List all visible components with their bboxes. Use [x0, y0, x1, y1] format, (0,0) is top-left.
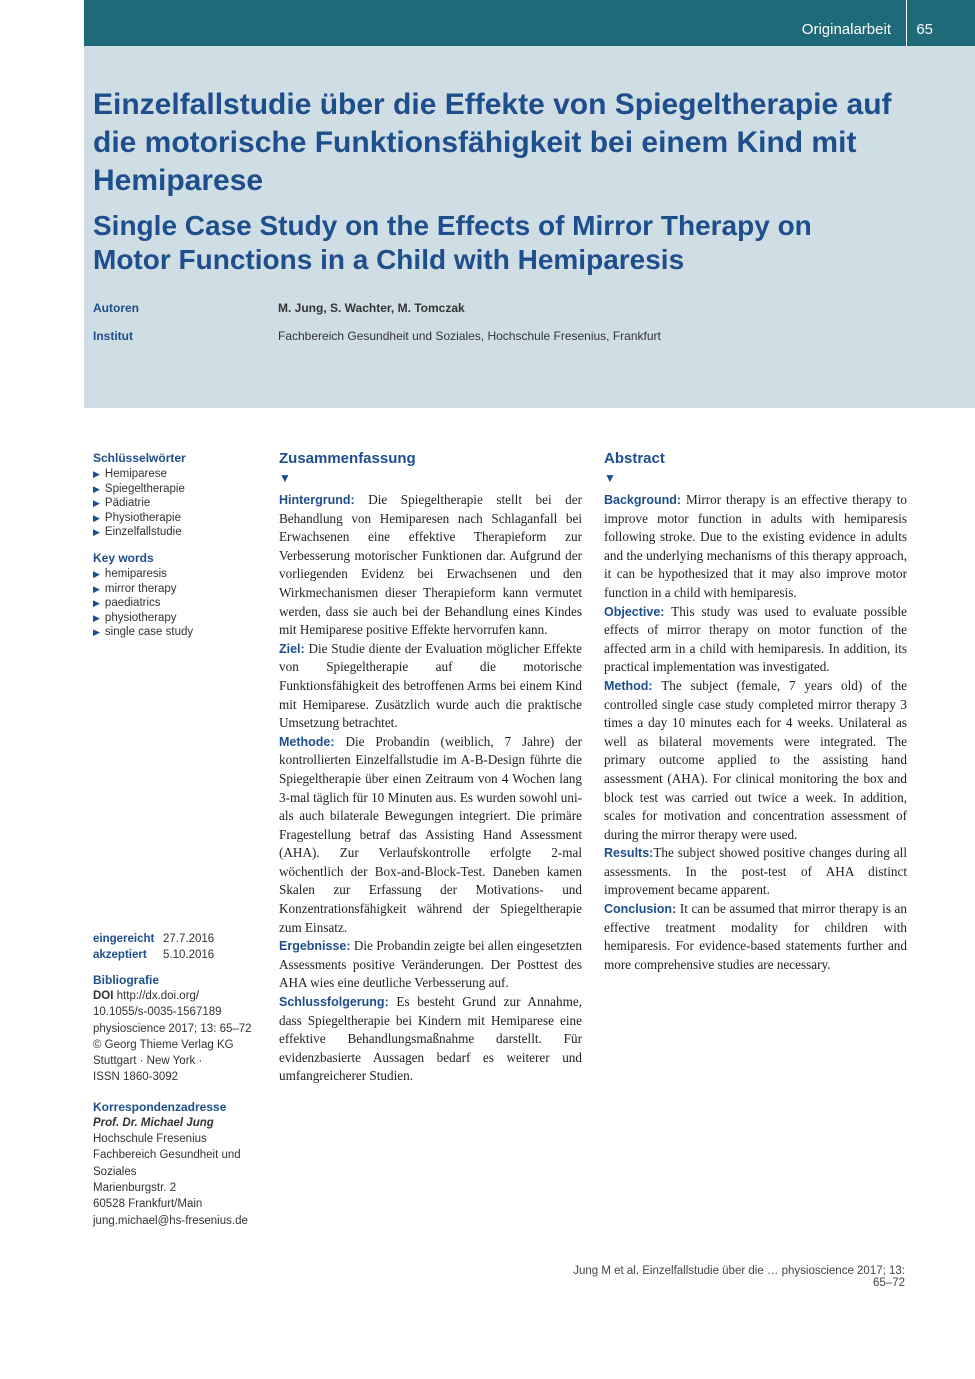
biblio-line: ISSN 1860-3092: [93, 1071, 179, 1084]
keyword-item: ▶ Spiegeltherapie: [93, 482, 185, 495]
bullet-triangle-icon: ▶: [93, 469, 100, 479]
footer-citation: Jung M et al. Einzelfallstudie über die … physioscience 2017; 13: 65–72: [573, 1265, 905, 1289]
authors: M. Jung, S. Wachter, M. Tomczak: [278, 301, 465, 315]
abstract-paragraph: Background: Mirror therapy is an effective therapy to improve motor function in adults with hemiparesis following stroke. Due to the existing evidence in adults and the underlying mechanisms of this therapy approach, it can be hypothesized that it may also improve motor function in a child with hemiparesis.: [604, 492, 908, 600]
zusammenfassung-column: [279, 449, 582, 1086]
page-number: 65: [916, 21, 933, 38]
keyword-item: ▶ hemiparesis: [93, 567, 167, 580]
institute-label: Institut: [93, 329, 133, 343]
triangle-down-icon: ▼: [604, 471, 616, 485]
correspondence-line: Hochschule Fresenius: [93, 1133, 207, 1146]
bullet-triangle-icon: ▶: [93, 483, 100, 494]
institute: Fachbereich Gesundheit und Soziales, Hochschule Fresenius, Frankfurt: [278, 329, 661, 343]
keywords-en-heading: Key words: [93, 550, 154, 565]
correspondence-line: Marienburgstr. 2: [93, 1181, 177, 1194]
correspondence-line: Soziales: [93, 1165, 137, 1178]
correspondence-name: Prof. Dr. Michael Jung: [93, 1116, 214, 1129]
biblio-line: physioscience 2017; 13: 65–72: [93, 1022, 252, 1035]
biblio-line: © Georg Thieme Verlag KG: [93, 1038, 234, 1051]
keyword-item: ▶ Physiotherapie: [93, 511, 181, 524]
bullet-triangle-icon: ▶: [93, 512, 100, 523]
correspondence-line: 60528 Frankfurt/Main: [93, 1198, 203, 1211]
submitted-label: eingereicht: [93, 933, 155, 945]
keywords-panel: [93, 451, 263, 640]
title-german: Einzelfallstudie über die Effekte von Spiegeltherapie auf die motorische Funktionsfähigkeit bei einem Kind mit Hemiparese: [93, 88, 892, 197]
bullet-triangle-icon: ▶: [93, 498, 100, 509]
abstract-paragraph: Ziel: Die Studie diente der Evaluation möglicher Effekte von Spiegeltherapie auf die motorische Funktionsfähigkeit des betroffenen Arms bei einem Kind mit Hemiparese. Zusätzlich wurde auch die praktische Umsetzung betrachtet.: [279, 640, 582, 731]
bullet-triangle-icon: ▶: [93, 627, 100, 638]
abstract-paragraph: Hintergrund: Die Spiegeltherapie stellt bei der Behandlung von Hemiparesen nach Schlaganfall bei Erwachsenen eine effektive Therapieform zur Verbesserung motorischer Funktionen dar. Aufgrund der vorliegenden Evidenz bei Erwachsenen und den Wirkmechanismen dieser Therapieform kann vermutet werden, dass sie auch bei der Behandlung eines Kindes mit Hemiparese positive Effekte hervorrufen kann.: [279, 492, 582, 638]
keywords-en-list: [93, 567, 263, 640]
keyword-item: ▶ Pädiatrie: [93, 497, 151, 510]
abstract-column: [604, 449, 907, 974]
keyword-item: ▶ mirror therapy: [93, 582, 177, 595]
section-label: Originalarbeit: [801, 21, 891, 38]
bullet-triangle-icon: ▶: [93, 583, 100, 594]
doi-label: DOI: [93, 990, 114, 1002]
correspondence-heading: Korrespondenzadresse: [93, 1099, 227, 1114]
abstract-paragraph: Ergebnisse: Die Probandin zeigte bei allen eingesetzten Assessments positive Veränderungen. Der Posttest des AHA wies eine deutliche Verbesserung auf.: [279, 938, 582, 991]
abstract-paragraph: Objective: This study was used to evaluate possible effects of mirror therapy on motor function of the affected arm in a child with hemiparesis. In addition, its practical implementation was investigated.: [604, 603, 907, 675]
bibliography-heading: Bibliografie: [93, 973, 160, 987]
keyword-item: ▶ Einzelfallstudie: [93, 526, 182, 539]
abstract-paragraph: Results:The subject showed positive changes during all assessments. In the post-test of AHA distinct improvement became apparent.: [604, 845, 907, 898]
submitted-date: 27.7.2016: [163, 933, 215, 945]
biblio-line: Stuttgart · New York ·: [93, 1055, 203, 1068]
biblio-line: 10.1055/s-0035-1567189: [93, 1006, 222, 1019]
keywords-de-heading: Schlüsselwörter: [93, 451, 186, 465]
header-divider: [906, 0, 907, 46]
dates: [93, 931, 263, 963]
keyword-item: ▶ physiotherapy: [93, 611, 177, 624]
triangle-down-icon: ▼: [279, 471, 291, 485]
abstract-heading: Abstract: [604, 450, 665, 467]
accepted-label: akzeptiert: [93, 949, 147, 961]
doi-url[interactable]: http://dx.doi.org/: [116, 990, 200, 1002]
bullet-triangle-icon: ▶: [93, 598, 100, 609]
title-block: [84, 46, 975, 408]
accepted-row: [93, 947, 263, 963]
submitted-row: [93, 931, 263, 947]
authors-label: Autoren: [93, 301, 139, 315]
doi-line: [93, 988, 263, 1004]
keywords-de-list: [93, 467, 263, 540]
keyword-item: ▶ Hemiparese: [93, 468, 167, 480]
keyword-item: ▶ single case study: [93, 626, 194, 639]
article-info-panel: [93, 931, 263, 1229]
accepted-date: 5.10.2016: [163, 949, 215, 961]
title-english: Single Case Study on the Effects of Mirror Therapy on Motor Functions in a Child with Hemiparesis: [93, 210, 812, 275]
keyword-item: ▶ paediatrics: [93, 597, 161, 610]
abstract-paragraph: Schlussfolgerung: Es besteht Grund zur Annahme, dass Spiegeltherapie bei Kindern mit Hemiparese eine effektive Behandlungsmaßnahme darstellt. Für evidenzbasierte Aussagen bedarf es weiterer und umfangreicherer Studien.: [279, 994, 582, 1084]
abstract-paragraph: Method: The subject (female, 7 years old) of the controlled single case study completed mirror therapy 3 times a day 10 minutes each for 4 weeks. Unilateral as well as bilateral movements were integrated. The primary outcome applied to the assisting hand assessment (AHA). For clinical monitoring the box and block test was carried out twice a week. In addition, scales for motivation and concentration assessment of during the mirror therapy were used.: [604, 677, 907, 842]
abstract-paragraph: Methode: Die Probandin (weiblich, 7 Jahre) der kontrollierten Einzelfallstudie im A-B-Design führte die Spiegeltherapie über einen Zeitraum von 4 Wochen lang 3-mal täglich für 10 Minuten aus. Es wurden sowohl uni- als auch bilaterale Bewegungen integriert. Die primäre Fragestellung betraf das Assisting Hand Assessment (AHA). Zur Verlaufskontrolle erfolgte 2-mal wöchentlich der Box-and-Block-Test. Daneben kamen Skalen zur Erfassung der Motivations- und Konzentrationsfähigkeit während der Spiegeltherapie zum Einsatz.: [279, 733, 582, 935]
correspondence-email[interactable]: jung.michael@hs-fresenius.de: [93, 1214, 248, 1227]
bullet-triangle-icon: ▶: [93, 568, 100, 579]
abstract-paragraph: Conclusion: It can be assumed that mirror therapy is an effective treatment modality for children with hemiparesis. For evidence-based statements further and more comprehensive studies are necessary.: [604, 901, 907, 972]
running-header: [84, 0, 975, 46]
bullet-triangle-icon: ▶: [93, 612, 100, 623]
bullet-triangle-icon: ▶: [93, 527, 100, 538]
correspondence-line: Fachbereich Gesundheit und: [93, 1149, 241, 1162]
zusammenfassung-heading: Zusammenfassung: [279, 450, 416, 467]
